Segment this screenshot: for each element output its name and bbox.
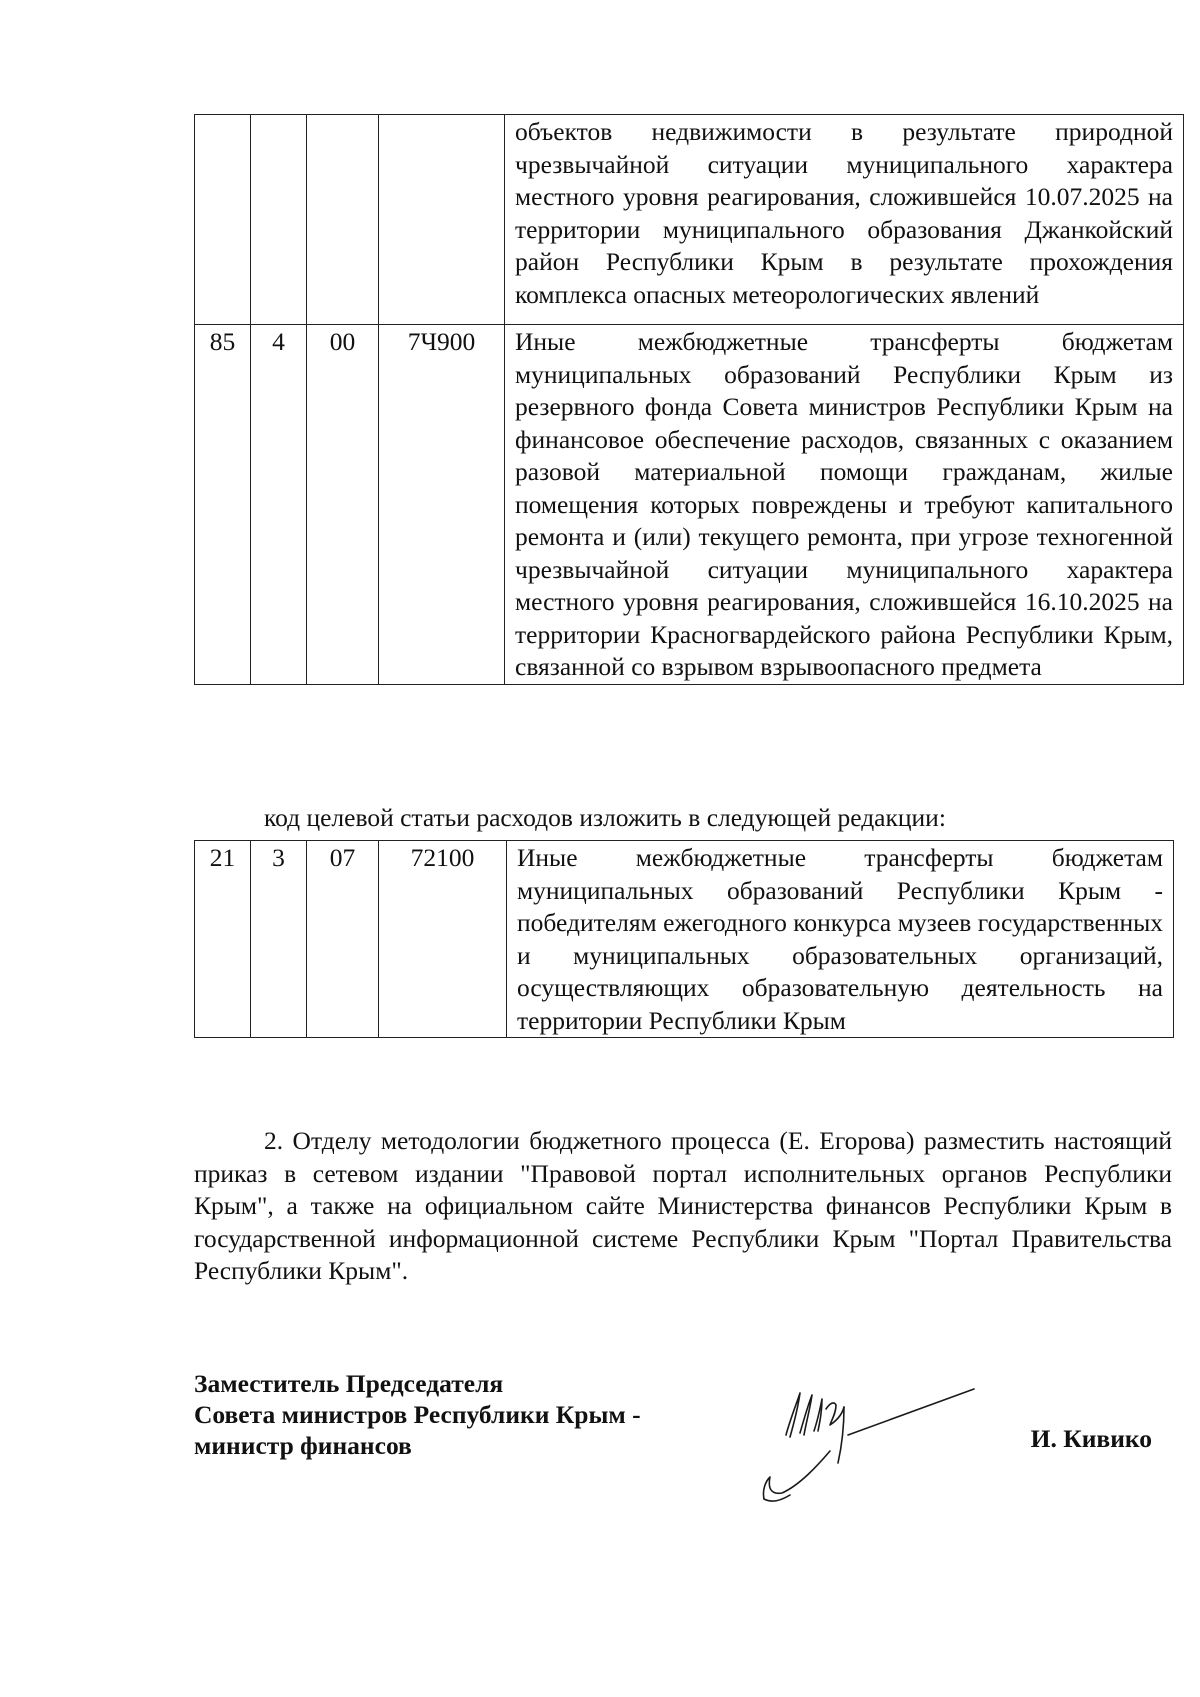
code-cell-1 bbox=[195, 115, 251, 325]
handwritten-signature bbox=[760, 1385, 980, 1515]
code-cell-1: 85 bbox=[195, 325, 251, 685]
code-cell-4 bbox=[379, 115, 505, 325]
code-cell-1: 21 bbox=[195, 841, 251, 1038]
signatory-title bbox=[194, 1368, 641, 1461]
description-cell: Иные межбюджетные трансферты бюджетам муниципальных образований Республики Крым из резервного фонда Совета министров Республики Крым на финансовое обеспечение расходов, связанных с оказанием разовой материальной помощи гражданам, жилые помещения которых повреждены и требуют капитального ремонта и (или) текущего ремонта, при угрозе техногенной чрезвычайной ситуации муниципального характера местного уровня реагирования, сложившейся 16.10.2025 на территории Красногвардейского района Республики Крым, связанной со взрывом взрывоопасного предмета bbox=[505, 325, 1184, 685]
signer-name: И. Кивико bbox=[1030, 1424, 1152, 1453]
code-cell-2: 4 bbox=[251, 325, 307, 685]
intro-text: код целевой статьи расходов изложить в следующей редакции: bbox=[264, 803, 946, 832]
budget-table-new bbox=[194, 840, 1174, 1038]
budget-table-continued bbox=[194, 114, 1184, 685]
paragraph-2: 2. Отделу методологии бюджетного процесса (Е. Егорова) разместить настоящий приказ в сетевом издании "Правовой портал исполнительных органов Республики Крым", а также на официальном сайте Министерства финансов Республики Крым в государственной информационной системе Республики Крым "Портал Правительства Республики Крым". bbox=[194, 1126, 1172, 1285]
code-cell-2: 3 bbox=[251, 841, 307, 1038]
signatory-title-line: Заместитель Председателя bbox=[194, 1369, 504, 1398]
table-row bbox=[195, 841, 1174, 1038]
description-cell: Иные межбюджетные трансферты бюджетам муниципальных образований Республики Крым - победителям ежегодного конкурса музеев государственных и муниципальных образовательных организаций, осуществляющих образовательную деятельность на территории Республики Крым bbox=[507, 841, 1174, 1038]
description-cell: объектов недвижимости в результате природной чрезвычайной ситуации муниципального характера местного уровня реагирования, сложившейся 10.07.2025 на территории муниципального образования Джанкойский район Республики Крым в результате прохождения комплекса опасных метеорологических явлений bbox=[505, 115, 1184, 325]
code-cell-3: 07 bbox=[307, 841, 379, 1038]
code-cell-4: 72100 bbox=[379, 841, 507, 1038]
table-row bbox=[195, 115, 1184, 325]
code-cell-4: 7Ч900 bbox=[379, 325, 505, 685]
code-cell-3 bbox=[307, 115, 379, 325]
table-row bbox=[195, 325, 1184, 685]
signatory-title-line: Совета министров Республики Крым - bbox=[194, 1400, 641, 1429]
code-cell-3: 00 bbox=[307, 325, 379, 685]
signatory-title-line: министр финансов bbox=[194, 1431, 412, 1460]
code-cell-2 bbox=[251, 115, 307, 325]
